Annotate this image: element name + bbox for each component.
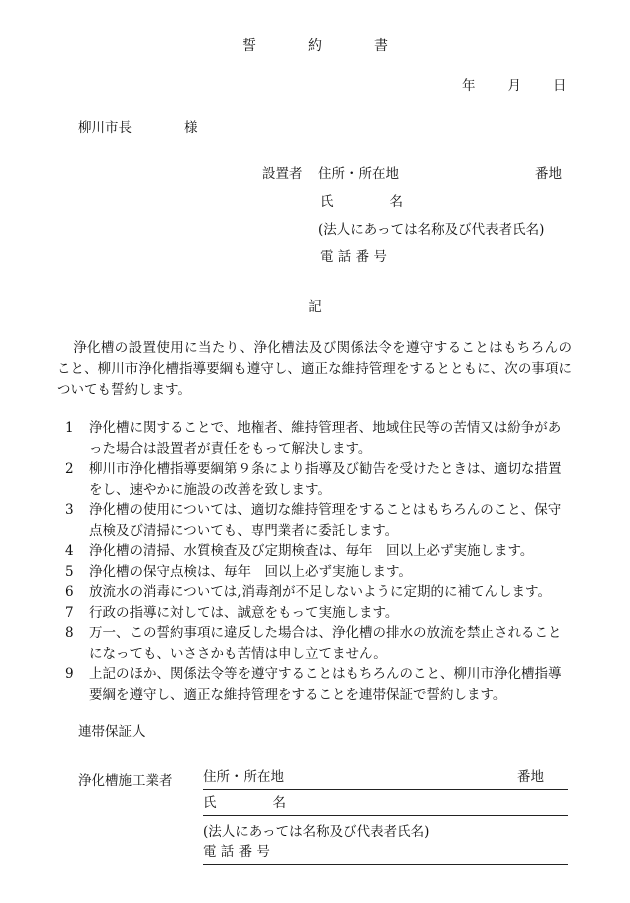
installer-role: 設置者 [262,166,303,182]
item-text: 行政の指導に対しては、誠意をもって実施します。 [89,604,399,621]
contractor-address-field[interactable] [203,771,568,790]
installer-address-label: 住所・所在地 [318,166,399,182]
contractor-banchi-label: 番地 [517,769,544,785]
date-line [462,80,567,94]
contractor-address-label: 住所・所在地 [203,769,284,785]
item-text: 浄化槽の保守点検は、毎年 回以上必ず実施します。 [89,563,412,580]
list-item [57,664,572,705]
list-item [57,562,572,583]
installer-phone-label: 電 話 番 号 [320,249,387,265]
contractor-role: 浄化槽施工業者 [78,773,173,789]
addressee-name: 柳川市長 [78,120,132,136]
name-char: 名 [389,194,403,210]
item-number: 8 [65,625,74,641]
item-number: 7 [65,604,74,621]
list-item [57,500,572,541]
title-char: 誓 [242,38,256,54]
item-text: 浄化槽の使用については、適切な維持管理をすることはもちろんのこと、保守点検及び清掃についても、専門業者に委託します。 [89,502,562,539]
addressee [78,122,198,136]
contractor-corporate-note: (法人にあっては名称及び代表者氏名) [203,824,430,840]
item-text: 浄化槽の清掃、水質検査及び定期検査は、毎年 回以上必ず実施します。 [89,543,534,559]
item-number: 1 [65,420,74,436]
pledge-list [57,418,572,705]
list-item [57,541,572,562]
guarantor-heading: 連帯保証人 [78,724,146,740]
addressee-honorific: 様 [184,120,198,136]
name-char: 氏 [203,795,217,811]
list-item [57,603,572,624]
item-text: 放流水の消毒については,消毒剤が不足しないように定期的に補てんします。 [89,584,551,600]
installer-banchi-label: 番地 [535,166,562,182]
item-number: 6 [65,584,74,600]
list-item [57,459,572,500]
item-number: 9 [65,666,74,682]
contractor-phone-label: 電 話 番 号 [203,844,270,860]
installer-corporate-note: (法人にあっては名称及び代表者氏名) [318,222,545,238]
list-item [57,582,572,603]
date-year: 年 [462,78,476,94]
ki-heading: 記 [308,299,322,315]
name-char: 氏 [320,194,334,210]
contractor-name-label [203,797,286,811]
title-char: 書 [374,38,388,54]
contractor-name-field[interactable] [203,797,568,816]
item-number: 3 [65,502,74,518]
date-day: 日 [553,78,567,94]
name-char: 名 [272,795,286,811]
intro-text: 浄化槽の設置使用に当たり、浄化槽法及び関係法令を遵守することはもちろんのこと、柳川市浄化槽指導要綱も遵守し、適正な維持管理をするとともに、次の事項についても誓約します。 [57,340,572,398]
item-text: 上記のほか、関係法令等を遵守することはもちろんのこと、柳川市浄化槽指導要綱を遵守し、適正な維持管理をすることを連帯保証で誓約します。 [89,666,562,703]
item-number: 4 [65,543,74,559]
item-number: 2 [65,461,74,477]
installer-name-label [320,196,403,210]
list-item [57,623,572,664]
item-text: 柳川市浄化槽指導要綱第９条により指導及び勧告を受けたときは、適切な措置をし、速やかに施設の改善を致します。 [89,461,562,498]
list-item [57,418,572,459]
title-char: 約 [308,38,322,54]
date-month: 月 [507,78,521,94]
item-number: 5 [65,563,74,580]
document-title [0,39,630,53]
contractor-phone-field[interactable] [203,846,568,865]
intro-paragraph [57,338,572,401]
item-text: 浄化槽に関することで、地権者、維持管理者、地域住民等の苦情又は紛争があった場合は設置者が責任をもって解決します。 [89,420,562,457]
item-text: 万一、この誓約事項に違反した場合は、浄化槽の排水の放流を禁止されることになっても、いささかも苦情は申し立てません。 [89,625,562,662]
